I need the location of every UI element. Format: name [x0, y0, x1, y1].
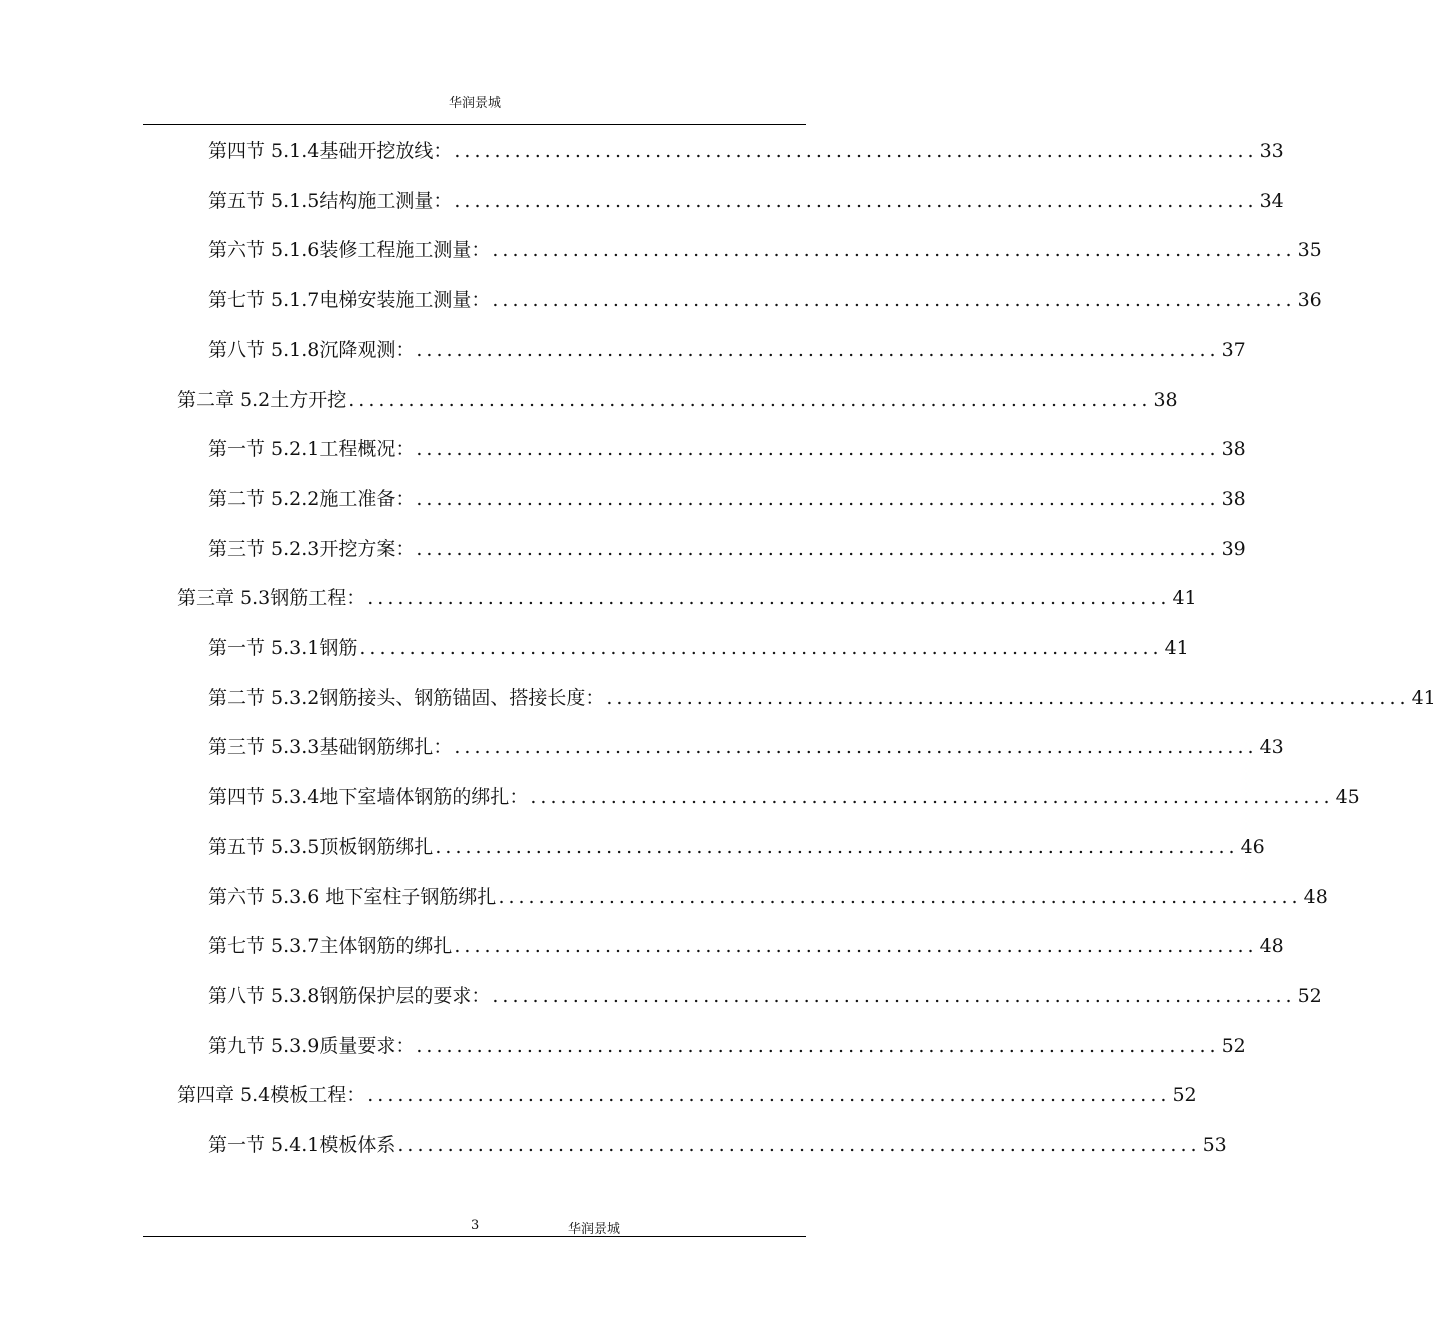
toc-entry-page: 34 — [1259, 189, 1284, 212]
toc-entry-label: 第八节 5.1.8沉降观测： — [208, 338, 415, 361]
toc-entry-label: 第七节 5.3.7主体钢筋的绑扎 — [208, 935, 453, 958]
toc-entry-page: 35 — [1297, 239, 1322, 262]
toc-entry-page: 52 — [1297, 984, 1322, 1007]
toc-dot-leader: ................................................................................ — [454, 140, 1258, 162]
toc-entry[interactable] — [208, 235, 1322, 265]
toc-entry-label: 第四节 5.1.4基础开挖放线： — [208, 140, 453, 162]
toc-dot-leader: ................................................................................ — [530, 786, 1334, 809]
toc-entry-page: 43 — [1259, 736, 1284, 759]
toc-entry[interactable] — [208, 683, 1436, 713]
toc-entry-page: 38 — [1153, 388, 1178, 411]
toc-entry-label: 第四章 5.4模板工程： — [177, 1084, 366, 1107]
toc-entry-page: 41 — [1411, 686, 1436, 709]
toc-entry-label: 第三章 5.3钢筋工程： — [177, 587, 366, 610]
toc-entry[interactable] — [208, 633, 1189, 663]
toc-entry[interactable] — [208, 186, 1284, 216]
toc-entry[interactable] — [208, 732, 1284, 762]
toc-entry-label: 第八节 5.3.8钢筋保护层的要求： — [208, 984, 491, 1007]
toc-dot-leader: ................................................................................ — [348, 388, 1152, 411]
toc-dot-leader: ................................................................................ — [606, 686, 1410, 709]
toc-entry-page: 38 — [1221, 438, 1246, 461]
toc-dot-leader: ................................................................................ — [492, 289, 1296, 312]
toc-entry-page: 52 — [1221, 1034, 1246, 1057]
toc-entry[interactable] — [208, 434, 1246, 464]
toc-dot-leader: ................................................................................ — [416, 537, 1220, 560]
toc-entry-label: 第二节 5.3.2钢筋接头、钢筋锚固、搭接长度： — [208, 686, 605, 709]
toc-entry-page: 37 — [1221, 338, 1246, 361]
header-title: 华润景城 — [448, 96, 501, 111]
toc-entry-page: 39 — [1221, 537, 1246, 560]
toc-dot-leader: ................................................................................ — [492, 239, 1296, 262]
toc-entry-label: 第五节 5.1.5结构施工测量： — [208, 189, 453, 212]
toc-entry-label: 第三节 5.3.3基础钢筋绑扎： — [208, 736, 453, 759]
toc-entry-page: 36 — [1297, 289, 1322, 312]
toc-entry-label: 第六节 5.3.6 地下室柱子钢筋绑扎 — [208, 885, 497, 908]
toc-dot-leader: ................................................................................ — [416, 487, 1220, 510]
toc-entry[interactable] — [208, 534, 1246, 564]
toc-entry-page: 45 — [1335, 786, 1360, 809]
toc-entry[interactable] — [177, 1080, 1197, 1110]
toc-entry[interactable] — [208, 484, 1246, 514]
toc-dot-leader: ................................................................................ — [416, 1034, 1220, 1057]
toc-entry-page: 48 — [1259, 935, 1284, 958]
toc-entry[interactable] — [208, 1031, 1246, 1061]
toc-entry[interactable] — [177, 583, 1197, 613]
toc-entry-page: 33 — [1259, 140, 1284, 162]
footer-title: 华润景城 — [568, 1222, 621, 1237]
toc-entry-label: 第一节 5.2.1工程概况： — [208, 438, 415, 461]
toc-entry-label: 第六节 5.1.6装修工程施工测量： — [208, 239, 491, 262]
toc-entry-page: 52 — [1172, 1084, 1197, 1107]
toc-entry-label: 第二节 5.2.2施工准备： — [208, 487, 415, 510]
toc-dot-leader: ................................................................................ — [416, 338, 1220, 361]
toc-entry-page: 41 — [1172, 587, 1197, 610]
toc-dot-leader: ................................................................................ — [454, 736, 1258, 759]
toc-entry[interactable] — [208, 1130, 1227, 1160]
toc-entry-page: 48 — [1303, 885, 1328, 908]
toc-entry-label: 第三节 5.2.3开挖方案： — [208, 537, 415, 560]
toc-entry-page: 38 — [1221, 487, 1246, 510]
footer-rule — [143, 1236, 806, 1237]
toc-entry[interactable] — [208, 882, 1328, 912]
toc-dot-leader: ................................................................................ — [454, 189, 1258, 212]
toc-dot-leader: ................................................................................ — [416, 438, 1220, 461]
toc-entry-page: 41 — [1164, 637, 1189, 659]
toc-entry-label: 第一节 5.3.1钢筋 — [208, 637, 358, 659]
toc-dot-leader: ................................................................................ — [498, 885, 1302, 908]
toc-entry[interactable] — [208, 832, 1265, 862]
toc-entry[interactable] — [177, 385, 1178, 415]
toc-dot-leader: ................................................................................ — [492, 984, 1296, 1007]
toc-entry[interactable] — [208, 335, 1246, 365]
toc-entry[interactable] — [208, 285, 1322, 315]
toc-entry-label: 第四节 5.3.4地下室墙体钢筋的绑扎： — [208, 786, 529, 809]
toc-entry-label: 第五节 5.3.5顶板钢筋绑扎 — [208, 835, 434, 858]
toc-entry-page: 53 — [1202, 1134, 1227, 1156]
toc-dot-leader: ................................................................................ — [397, 1134, 1201, 1156]
toc-entry-label: 第七节 5.1.7电梯安装施工测量： — [208, 289, 491, 312]
toc-entry[interactable] — [208, 931, 1284, 961]
header-rule — [143, 124, 806, 125]
toc-entry[interactable] — [208, 782, 1360, 812]
toc-dot-leader: ................................................................................ — [367, 1084, 1171, 1107]
toc-dot-leader: ................................................................................ — [367, 587, 1171, 610]
toc-entry-label: 第一节 5.4.1模板体系 — [208, 1134, 396, 1156]
toc-entry[interactable] — [208, 981, 1322, 1011]
footer-page-number: 3 — [471, 1218, 480, 1233]
toc-dot-leader: ................................................................................ — [435, 835, 1239, 858]
toc-entry[interactable] — [208, 136, 1284, 166]
toc-entry-label: 第二章 5.2土方开挖 — [177, 388, 347, 411]
toc-dot-leader: ................................................................................ — [454, 935, 1258, 958]
toc-dot-leader: ................................................................................ — [359, 637, 1163, 659]
toc-entry-page: 46 — [1240, 835, 1265, 858]
toc-entry-label: 第九节 5.3.9质量要求： — [208, 1034, 415, 1057]
